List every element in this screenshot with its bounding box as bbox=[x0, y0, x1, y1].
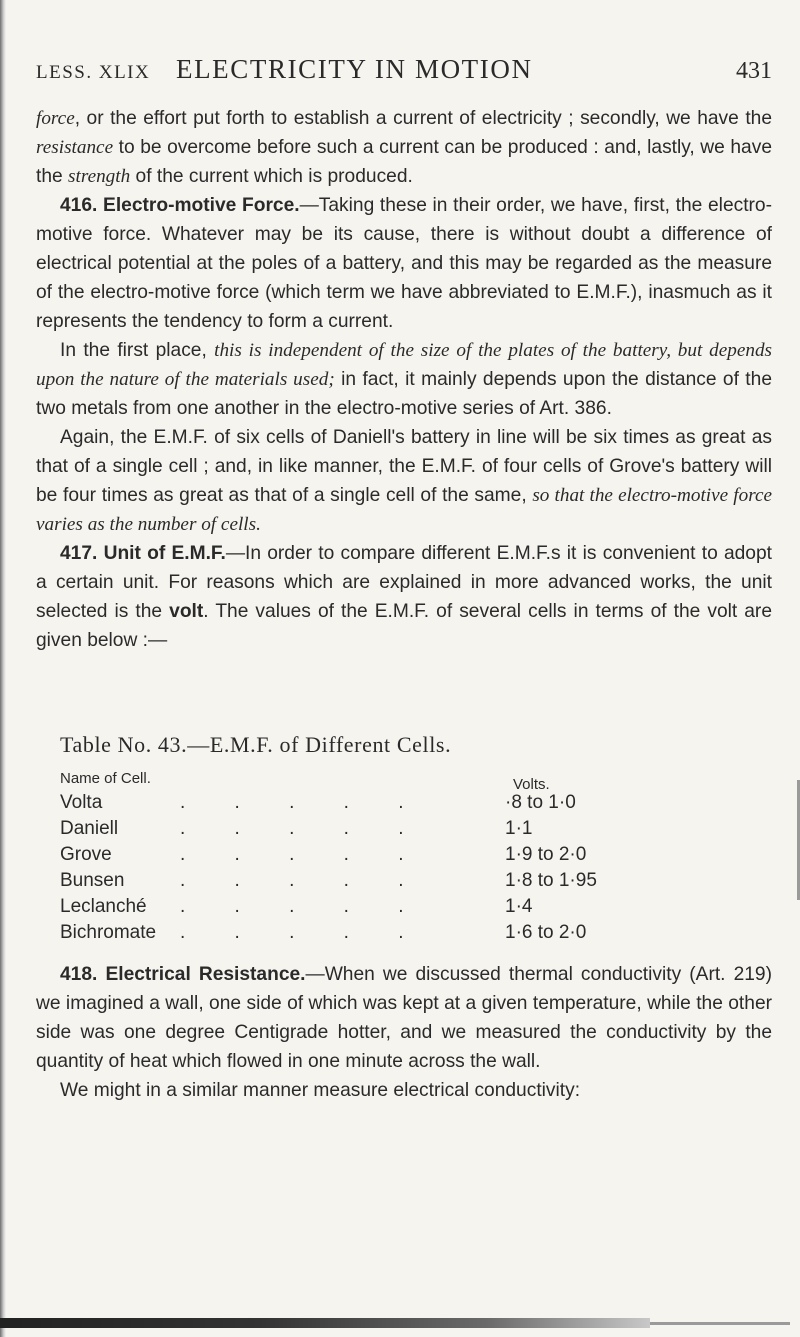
running-header bbox=[36, 48, 776, 88]
table-row bbox=[60, 896, 680, 922]
dot-leader: . . . . . bbox=[180, 922, 426, 943]
emf-table bbox=[60, 770, 680, 948]
text-run: —In order to compare different E.M.F.s it is convenient to adopt a certain unit. For reasons which are explained in more advanced works, the unit selected is the bbox=[36, 543, 772, 622]
table-row bbox=[60, 792, 680, 818]
italic-term: force bbox=[36, 108, 75, 129]
paragraph bbox=[36, 423, 772, 539]
italic-term: resistance bbox=[36, 137, 114, 158]
text-run: to be overcome before such a current can be produced : and, lastly, we have the bbox=[36, 137, 772, 187]
scan-edge-bar bbox=[0, 1318, 650, 1328]
cell-volts: 1·9 to 2·0 bbox=[505, 844, 587, 865]
page-number: 431 bbox=[736, 58, 772, 84]
dot-leader: . . . . . bbox=[180, 844, 426, 865]
table-row bbox=[60, 922, 680, 948]
table-row bbox=[60, 870, 680, 896]
cell-volts: ·8 to 1·0 bbox=[505, 792, 576, 813]
text-run: in fact, it mainly depends upon the distance of the two metals from one another in the electro-motive series of Art. 386. bbox=[36, 369, 772, 419]
section-418 bbox=[36, 960, 772, 1076]
dot-leader: . . . . . bbox=[180, 896, 426, 917]
bold-term: volt bbox=[169, 601, 204, 622]
cell-name: Leclanché bbox=[60, 896, 147, 917]
italic-phrase: this is independent of the size of the plates of the battery, but depends upon the nature of the materials used; bbox=[36, 340, 773, 390]
dot-leader: . . . . . bbox=[180, 818, 426, 839]
scan-edge-line bbox=[650, 1322, 790, 1325]
paragraph bbox=[36, 336, 772, 423]
column-header-volts: Volts. bbox=[513, 776, 550, 793]
section-heading: Unit of E.M.F. bbox=[103, 543, 226, 564]
paragraph bbox=[36, 1076, 772, 1105]
paragraph bbox=[36, 104, 772, 191]
table-row bbox=[60, 818, 680, 844]
cell-name: Grove bbox=[60, 844, 112, 865]
cell-name: Daniell bbox=[60, 818, 119, 839]
dot-leader: . . . . . bbox=[180, 792, 426, 813]
cell-name: Bichromate bbox=[60, 922, 157, 943]
cell-name: Bunsen bbox=[60, 870, 125, 891]
column-header-name: Name of Cell. bbox=[60, 770, 151, 787]
section-number: 417. bbox=[60, 543, 98, 564]
text-run: —Taking these in their order, we have, first, the electro-motive force. Whatever may be its cause, there is without doubt a difference of electrical potential at the poles of a battery, and this may be regarded as the measure of the electro-motive force (which term we have abbreviated to E.M.F.), inasmuch as it represents the tendency to form a current. bbox=[36, 195, 772, 332]
text-run: —When we discussed thermal conductivity (Art. 219) we imagined a wall, one side of which was kept at a given temperature, while the other side was one degree Centigrade hotter, and we measured the conductivity by the quantity of heat which flowed in one minute across the wall. bbox=[36, 964, 772, 1072]
page-spine-shadow bbox=[0, 0, 6, 1337]
section-heading: Electrical Resistance. bbox=[105, 964, 306, 985]
italic-phrase: so that the electro-motive force varies as the number of cells. bbox=[36, 485, 772, 535]
section-number: 418. bbox=[60, 964, 98, 985]
italic-term: strength bbox=[68, 166, 131, 187]
section-417 bbox=[36, 539, 772, 655]
cell-volts: 1·8 to 1·95 bbox=[505, 870, 597, 891]
dot-leader: . . . . . bbox=[180, 870, 426, 891]
text-run: We might in a similar manner measure electrical conductivity: bbox=[60, 1080, 581, 1101]
text-run: , or the effort put forth to establish a current of electricity ; secondly, we have the bbox=[74, 108, 772, 129]
table-header bbox=[60, 770, 680, 792]
section-416 bbox=[36, 191, 772, 336]
body-text-bottom bbox=[36, 960, 772, 1105]
text-run: . The values of the E.M.F. of several cells in terms of the volt are given below :— bbox=[36, 601, 772, 651]
section-heading: Electro-motive Force. bbox=[103, 195, 300, 216]
cell-volts: 1·4 bbox=[505, 896, 533, 917]
text-run: Again, the E.M.F. of six cells of Daniell's battery in line will be six times as great as that of a single cell ; and, in like manner, the E.M.F. of four cells of Grove's battery will be four times as great as that of a single cell of the same, bbox=[36, 427, 772, 506]
cell-volts: 1·6 to 2·0 bbox=[505, 922, 587, 943]
text-run: In the first place, bbox=[60, 340, 215, 361]
text-run: of the current which is produced. bbox=[130, 166, 413, 187]
cell-volts: 1·1 bbox=[505, 818, 533, 839]
table-title: Table No. 43.—E.M.F. of Different Cells. bbox=[60, 732, 452, 757]
table-row bbox=[60, 844, 680, 870]
lesson-number: LESS. XLIX bbox=[36, 62, 151, 83]
running-title: ELECTRICITY IN MOTION bbox=[176, 54, 533, 84]
body-text-top bbox=[36, 104, 772, 655]
section-number: 416. bbox=[60, 195, 98, 216]
cell-name: Volta bbox=[60, 792, 103, 813]
